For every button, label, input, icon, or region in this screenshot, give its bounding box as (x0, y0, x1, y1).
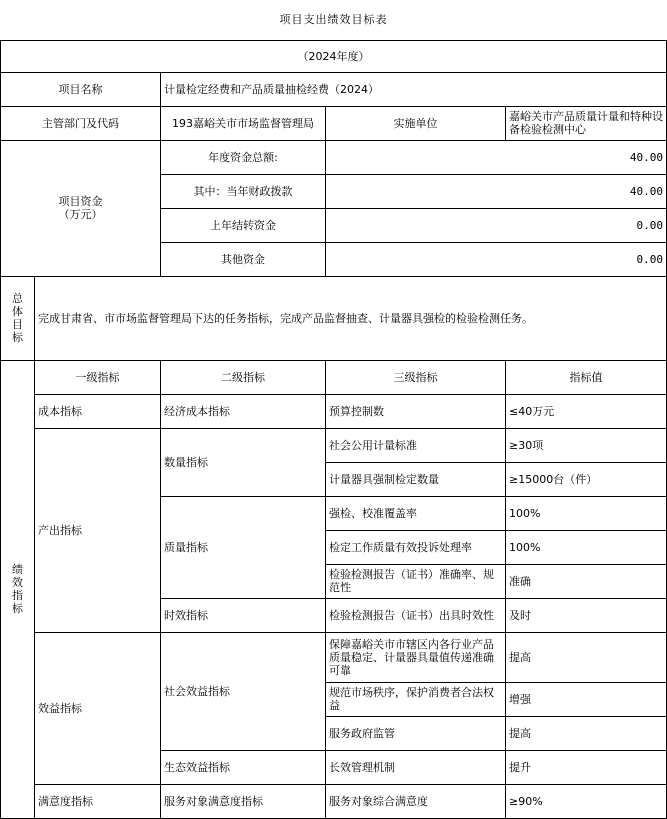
level2-satisfaction: 服务对象满意度指标 (161, 784, 326, 818)
indicator-value: 100% (506, 496, 667, 530)
fiscal-year: （2024年度） (1, 40, 667, 72)
implementer-label: 实施单位 (326, 106, 506, 140)
indicator-value: ≤40万元 (506, 394, 667, 428)
level2-quantity: 数量指标 (161, 428, 326, 496)
level3-item: 强检、校准覆盖率 (326, 496, 506, 530)
funds-row-value: 0.00 (326, 208, 667, 242)
indicator-value: ≥15000台（件） (506, 462, 667, 496)
level2-social-benefit: 社会效益指标 (161, 632, 326, 750)
implementer-value: 嘉峪关市产品质量计量和特种设备检验检测中心 (506, 106, 667, 140)
indicator-value: 100% (506, 530, 667, 564)
funds-row-label: 上年结转资金 (161, 208, 326, 242)
level3-item: 服务政府监管 (326, 716, 506, 750)
indicator-value: 提高 (506, 632, 667, 682)
level3-item: 预算控制数 (326, 394, 506, 428)
page-title: 项目支出绩效目标表 (1, 0, 667, 40)
overall-goal-label: 总 体 目 标 (1, 276, 35, 360)
header-level3: 三级指标 (326, 360, 506, 394)
level2-ecological-benefit: 生态效益指标 (161, 750, 326, 784)
funds-row-label: 年度资金总额: (161, 140, 326, 174)
level1-cost: 成本指标 (35, 394, 161, 428)
level2-quality: 质量指标 (161, 496, 326, 598)
level3-item: 规范市场秩序，保护消费者合法权益 (326, 682, 506, 716)
department-label: 主管部门及代码 (1, 106, 161, 140)
indicator-value: 提升 (506, 750, 667, 784)
level1-output: 产出指标 (35, 428, 161, 632)
level3-item: 检验检测报告（证书）准确率、规范性 (326, 564, 506, 598)
project-name-value: 计量检定经费和产品质量抽检经费（2024） (161, 72, 667, 106)
header-level1: 一级指标 (35, 360, 161, 394)
level3-item: 长效管理机制 (326, 750, 506, 784)
indicator-value: ≥90% (506, 784, 667, 818)
performance-indicator-label: 绩 效 指 标 (1, 360, 35, 818)
level1-satisfaction: 满意度指标 (35, 784, 161, 818)
funds-label-text: 项目资金 (58, 195, 103, 208)
funds-row-value: 40.00 (326, 140, 667, 174)
overall-goal-text: 完成甘肃省、市市场监督管理局下达的任务指标，完成产品监督抽查、计量器具强检的检验检测任务。 (35, 276, 667, 360)
project-name-label: 项目名称 (1, 72, 161, 106)
header-value: 指标值 (506, 360, 667, 394)
funds-row-value: 40.00 (326, 174, 667, 208)
level3-item: 保障嘉峪关市市辖区内各行业产品质量稳定、计量器具量值传递准确可靠 (326, 632, 506, 682)
indicator-value: ≥30项 (506, 428, 667, 462)
level3-item: 服务对象综合满意度 (326, 784, 506, 818)
funds-unit-text: （万元） (58, 208, 103, 221)
funds-row-value: 0.00 (326, 242, 667, 276)
indicator-value: 及时 (506, 598, 667, 632)
funds-row-label: 其他资金 (161, 242, 326, 276)
header-level2: 二级指标 (161, 360, 326, 394)
department-value: 193嘉峪关市市场监督管理局 (161, 106, 326, 140)
indicator-value: 准确 (506, 564, 667, 598)
level3-item: 计量器具强制检定数量 (326, 462, 506, 496)
indicator-value: 增强 (506, 682, 667, 716)
indicator-value: 提高 (506, 716, 667, 750)
level2-timeliness: 时效指标 (161, 598, 326, 632)
level3-item: 检定工作质量有效投诉处理率 (326, 530, 506, 564)
level2-cost: 经济成本指标 (161, 394, 326, 428)
level3-item: 社会公用计量标准 (326, 428, 506, 462)
level3-item: 检验检测报告（证书）出具时效性 (326, 598, 506, 632)
level1-benefit: 效益指标 (35, 632, 161, 784)
project-funds-label (1, 140, 161, 276)
funds-row-label: 其中：当年财政拨款 (161, 174, 326, 208)
